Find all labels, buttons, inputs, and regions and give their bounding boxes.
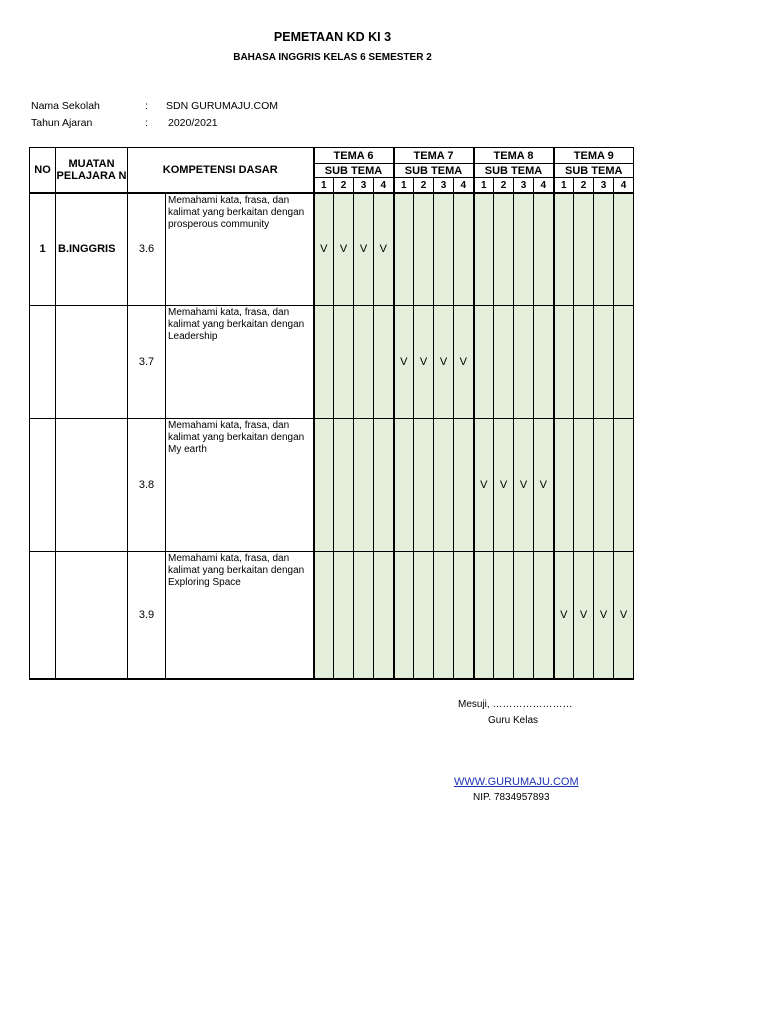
kd-mapping-table xyxy=(29,147,634,680)
tema-9-sub-2-cell xyxy=(574,418,594,551)
col-header-kompetensi: KOMPETENSI DASAR xyxy=(128,148,314,194)
tema-6-sub-4-cell xyxy=(374,418,394,551)
tema-8-sub-4-cell xyxy=(534,551,554,679)
tema-8-sub-1-cell xyxy=(474,551,494,679)
tema-7-sub-2-cell xyxy=(414,418,434,551)
subtema-number: 3 xyxy=(434,178,454,194)
check-mark: V xyxy=(374,193,394,305)
tema-6-sub-2-cell xyxy=(334,418,354,551)
row-number xyxy=(30,418,56,551)
tema-8-sub-2-cell xyxy=(494,305,514,418)
tema-header-9: TEMA 9 xyxy=(554,148,634,164)
tema-header-7: TEMA 7 xyxy=(394,148,474,164)
year-separator: : xyxy=(145,117,148,129)
row-subject xyxy=(56,551,128,679)
subtema-number: 3 xyxy=(514,178,534,194)
signature-name-link[interactable]: WWW.GURUMAJU.COM xyxy=(454,776,579,788)
tema-9-sub-2-cell xyxy=(574,305,594,418)
signature-place-date: Mesuji, …………………… xyxy=(458,699,573,710)
tema-9-sub-1-cell xyxy=(554,193,574,305)
table-row xyxy=(30,551,634,679)
tema-9-sub-2-cell xyxy=(574,193,594,305)
year-value: 2020/2021 xyxy=(168,117,218,129)
kd-code: 3.8 xyxy=(128,418,166,551)
check-mark: V xyxy=(554,551,574,679)
kd-description: Memahami kata, frasa, dan kalimat yang berkaitan dengan My earth xyxy=(166,418,314,551)
row-number: 1 xyxy=(30,193,56,305)
check-mark: V xyxy=(334,193,354,305)
table-row xyxy=(30,193,634,305)
tema-7-sub-3-cell xyxy=(434,193,454,305)
subtema-header: SUB TEMA xyxy=(554,164,634,178)
page-title: PEMETAAN KD KI 3 xyxy=(273,30,392,44)
tema-6-sub-3-cell xyxy=(354,305,374,418)
row-subject: B.INGGRIS xyxy=(56,193,128,305)
tema-9-sub-4-cell xyxy=(614,193,634,305)
kd-description: Memahami kata, frasa, dan kalimat yang berkaitan dengan Leadership xyxy=(166,305,314,418)
check-mark: V xyxy=(594,551,614,679)
signature-role: Guru Kelas xyxy=(488,715,539,726)
tema-8-sub-4-cell xyxy=(534,193,554,305)
tema-7-sub-3-cell xyxy=(434,418,454,551)
tema-6-sub-2-cell xyxy=(334,551,354,679)
check-mark: V xyxy=(394,305,414,418)
subtema-number: 4 xyxy=(614,178,634,194)
header-row-tema xyxy=(30,148,634,164)
tema-9-sub-3-cell xyxy=(594,418,614,551)
tema-8-sub-4-cell xyxy=(534,305,554,418)
tema-9-sub-3-cell xyxy=(594,305,614,418)
tema-8-sub-2-cell xyxy=(494,551,514,679)
page-subtitle: BAHASA INGGRIS KELAS 6 SEMESTER 2 xyxy=(233,52,432,63)
tema-8-sub-3-cell xyxy=(514,193,534,305)
tema-9-sub-1-cell xyxy=(554,305,574,418)
col-header-no: NO xyxy=(30,148,56,194)
check-mark: V xyxy=(574,551,594,679)
year-label: Tahun Ajaran xyxy=(31,117,93,129)
subtema-header: SUB TEMA xyxy=(394,164,474,178)
tema-9-sub-4-cell xyxy=(614,305,634,418)
row-subject xyxy=(56,305,128,418)
tema-6-sub-1-cell xyxy=(314,418,334,551)
tema-8-sub-3-cell xyxy=(514,551,534,679)
signature-nip: NIP. 7834957893 xyxy=(473,792,550,803)
tema-7-sub-4-cell xyxy=(454,193,474,305)
subtema-header: SUB TEMA xyxy=(474,164,554,178)
tema-6-sub-4-cell xyxy=(374,551,394,679)
tema-9-sub-4-cell xyxy=(614,418,634,551)
subtema-number: 2 xyxy=(494,178,514,194)
table-row xyxy=(30,418,634,551)
subtema-header: SUB TEMA xyxy=(314,164,394,178)
tema-6-sub-4-cell xyxy=(374,305,394,418)
tema-7-sub-1-cell xyxy=(394,551,414,679)
tema-9-sub-1-cell xyxy=(554,418,574,551)
kd-description: Memahami kata, frasa, dan kalimat yang berkaitan dengan Exploring Space xyxy=(166,551,314,679)
tema-8-sub-1-cell xyxy=(474,305,494,418)
kd-description: Memahami kata, frasa, dan kalimat yang berkaitan dengan prosperous community xyxy=(166,193,314,305)
subtema-number: 1 xyxy=(554,178,574,194)
check-mark: V xyxy=(474,418,494,551)
tema-7-sub-2-cell xyxy=(414,551,434,679)
tema-header-8: TEMA 8 xyxy=(474,148,554,164)
kd-code: 3.6 xyxy=(128,193,166,305)
school-separator: : xyxy=(145,100,148,112)
tema-7-sub-2-cell xyxy=(414,193,434,305)
subtema-number: 2 xyxy=(334,178,354,194)
tema-7-sub-4-cell xyxy=(454,551,474,679)
subtema-number: 4 xyxy=(374,178,394,194)
kd-code: 3.9 xyxy=(128,551,166,679)
tema-6-sub-1-cell xyxy=(314,551,334,679)
subtema-number: 3 xyxy=(354,178,374,194)
tema-7-sub-3-cell xyxy=(434,551,454,679)
row-subject xyxy=(56,418,128,551)
table-row xyxy=(30,305,634,418)
school-value: SDN GURUMAJU.COM xyxy=(166,100,278,112)
subtema-number: 1 xyxy=(474,178,494,194)
subtema-number: 4 xyxy=(534,178,554,194)
subtema-number: 2 xyxy=(414,178,434,194)
tema-6-sub-2-cell xyxy=(334,305,354,418)
row-number xyxy=(30,551,56,679)
subtema-number: 1 xyxy=(394,178,414,194)
kd-code: 3.7 xyxy=(128,305,166,418)
check-mark: V xyxy=(434,305,454,418)
row-number xyxy=(30,305,56,418)
tema-6-sub-1-cell xyxy=(314,305,334,418)
subtema-number: 2 xyxy=(574,178,594,194)
tema-header-6: TEMA 6 xyxy=(314,148,394,164)
tema-6-sub-3-cell xyxy=(354,551,374,679)
subtema-number: 3 xyxy=(594,178,614,194)
tema-8-sub-2-cell xyxy=(494,193,514,305)
tema-7-sub-4-cell xyxy=(454,418,474,551)
check-mark: V xyxy=(614,551,634,679)
tema-7-sub-1-cell xyxy=(394,193,414,305)
tema-6-sub-3-cell xyxy=(354,418,374,551)
tema-8-sub-1-cell xyxy=(474,193,494,305)
check-mark: V xyxy=(514,418,534,551)
check-mark: V xyxy=(454,305,474,418)
school-label: Nama Sekolah xyxy=(31,100,100,112)
check-mark: V xyxy=(534,418,554,551)
check-mark: V xyxy=(354,193,374,305)
col-header-muatan: MUATAN PELAJARA N xyxy=(56,148,128,194)
check-mark: V xyxy=(494,418,514,551)
subtema-number: 1 xyxy=(314,178,334,194)
tema-8-sub-3-cell xyxy=(514,305,534,418)
subtema-number: 4 xyxy=(454,178,474,194)
tema-7-sub-1-cell xyxy=(394,418,414,551)
check-mark: V xyxy=(314,193,334,305)
check-mark: V xyxy=(414,305,434,418)
tema-9-sub-3-cell xyxy=(594,193,614,305)
